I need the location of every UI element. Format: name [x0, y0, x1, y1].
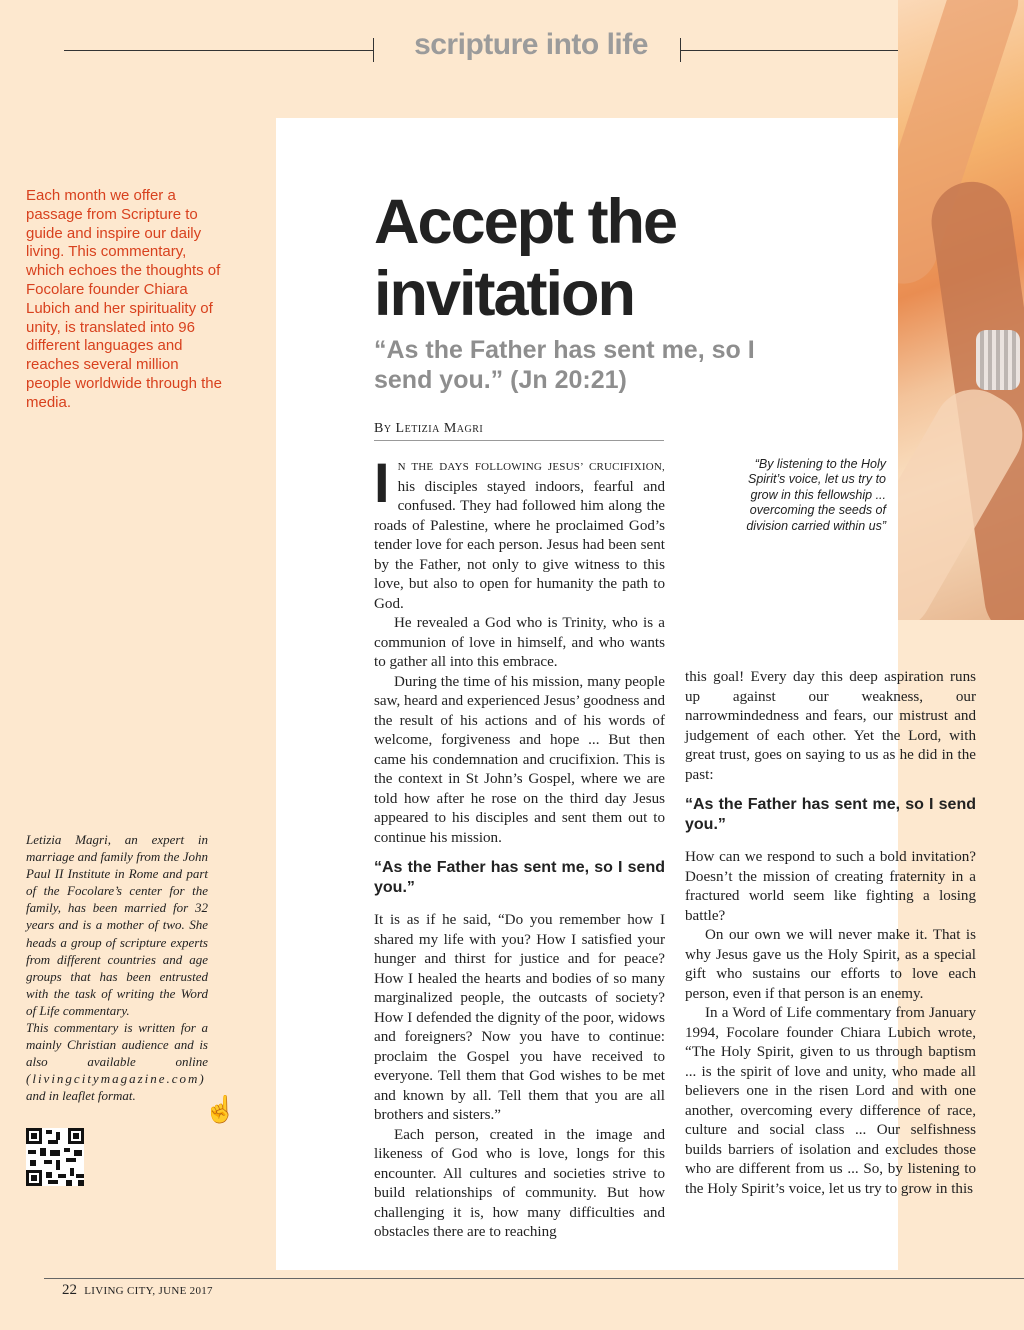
page-footer — [62, 1282, 213, 1299]
bio-online-tail: and in leaflet format. — [26, 1088, 136, 1104]
body-paragraph: On our own we will never make it. That is why Jesus gave us the Holy Spirit, as a special gift who sustains our efforts to love each person, even if that person is an enemy. — [685, 927, 976, 1002]
article-column-1 — [374, 451, 665, 1243]
footer-rule — [44, 1278, 1024, 1279]
section-title: scripture into life — [414, 28, 648, 61]
lead-caps: N THE DAYS FOLLOWING JESUS’ CRUCIFIXION, — [397, 461, 665, 473]
author-bio — [26, 831, 208, 1105]
body-paragraph: In a Word of Life commentary from January 1994, Focolare founder Chiara Lubich wrote, “The Holy Spirit, given to us through baptism ... is the spirit of love and unity, who made all believers one in the risen Lord and with one another, overcoming every difference of race, culture and social class ... Our selfishness builds barriers of isolation and excludes those who are different from us ... So, by listening to the Holy Spirit’s voice, let us try to grow in this — [685, 1005, 976, 1197]
header-rule-right — [681, 50, 898, 51]
header-rule-tick — [373, 38, 374, 62]
lead-paragraph — [374, 451, 665, 614]
body-paragraph: It is as if he said, “Do you remember how I shared my life with you? How I satisfied your hunger and thirst for justice and for peace? How I healed the hearts and bodies of so many marginalized people, the outcasts of society? How I defended the dignity of the poor, widows and foreigners? Now you have to continue: proclaim the Gospel you have received to everyone. Tell them that God wishes to be met and known by all. Tell them that you are all brothers and sisters.” — [374, 912, 665, 1123]
intro-blurb: Each month we offer a passage from Scripture to guide and inspire our daily living. This commentary, which echoes the thoughts of Focolare founder Chiara Lubich and her spirituality of unity, is translated into 96 different languages and reaches several million people worldwide through the media. — [26, 187, 222, 411]
drop-cap: I — [374, 451, 390, 514]
pointing-hand-icon: ☝ — [204, 1095, 237, 1124]
byline: By Letizia Magri — [374, 421, 664, 441]
body-paragraph: During the time of his mission, many people saw, heard and experienced Jesus’ goodness and the result of his actions and of his words of welcome, forgiveness and hope ... But then came his condemnation and crucifixion. This is the context in St John’s Gospel, where we are told how after he rose on the third day Jesus appeared to his disciples and sent them out to continue his mission. — [374, 673, 665, 846]
body-paragraph: How can we respond to such a bold invitation? Doesn’t the mission of creating fraternity in a fractured world seem like fighting a losing battle? — [685, 849, 976, 924]
header-rule-left — [64, 50, 373, 51]
body-paragraph: this goal! Every day this deep aspiration runs up against our weakness, our narrowmindedness and fears, our mistrust and judgement of each other. Yet the Lord, with great trust, goes on saying to us as he did in the past: — [685, 669, 976, 783]
subheading: “As the Father has sent me, so I send you.” — [685, 796, 976, 833]
subheading: “As the Father has sent me, so I send you.” — [374, 859, 665, 896]
bio-online-lead: This commentary is written for a mainly Christian audience and is also available online — [26, 1020, 208, 1070]
body-paragraph: He revealed a God who is Trinity, who is a communion of love in himself, and who wants to gather all into this embrace. — [374, 615, 665, 670]
publication-name: LIVING CITY, JUNE 2017 — [84, 1285, 213, 1297]
hands-photo — [898, 0, 1024, 620]
lead-text: his disciples stayed indoors, fearful and confused. They had followed him along the roads of Palestine, where he proclaimed God’s tender love for each person. Jesus had been sent by the Father, not only to give witness to this love, but also to open for humanity the path to God. — [374, 478, 665, 612]
qr-code-icon[interactable] — [26, 1128, 84, 1186]
article-subtitle: “As the Father has sent me, so I send you.” (Jn 20:21) — [374, 336, 755, 394]
body-paragraph: Each person, created in the image and likeness of God who is love, longs for this encounter. All cultures and societies strive to build relationships of community. But how challenging it is, how many difficulties and obstacles there are to reaching — [374, 1126, 665, 1240]
bio-text: Letizia Magri, an expert in marriage and family from the John Paul II Institute in Rome and part of the Focolare’s center for the family, has been married for 32 years and is a mother of two. She heads a group of scripture experts from different countries and age groups that has been entrusted with the task of writing the Word of Life commentary. — [26, 832, 208, 1018]
photo-bracelet — [976, 330, 1020, 390]
page-number: 22 — [62, 1282, 77, 1298]
article-column-2 — [685, 668, 976, 1199]
bio-online-note — [26, 1019, 208, 1104]
pull-quote: “By listening to the Holy Spirit’s voice, let us try to grow in this fellowship ... overcoming the seeds of division carried within us” — [746, 457, 886, 533]
article-title: Accept the invitation — [374, 187, 677, 329]
website-link[interactable]: (livingcitymagazine.com) — [26, 1071, 206, 1087]
